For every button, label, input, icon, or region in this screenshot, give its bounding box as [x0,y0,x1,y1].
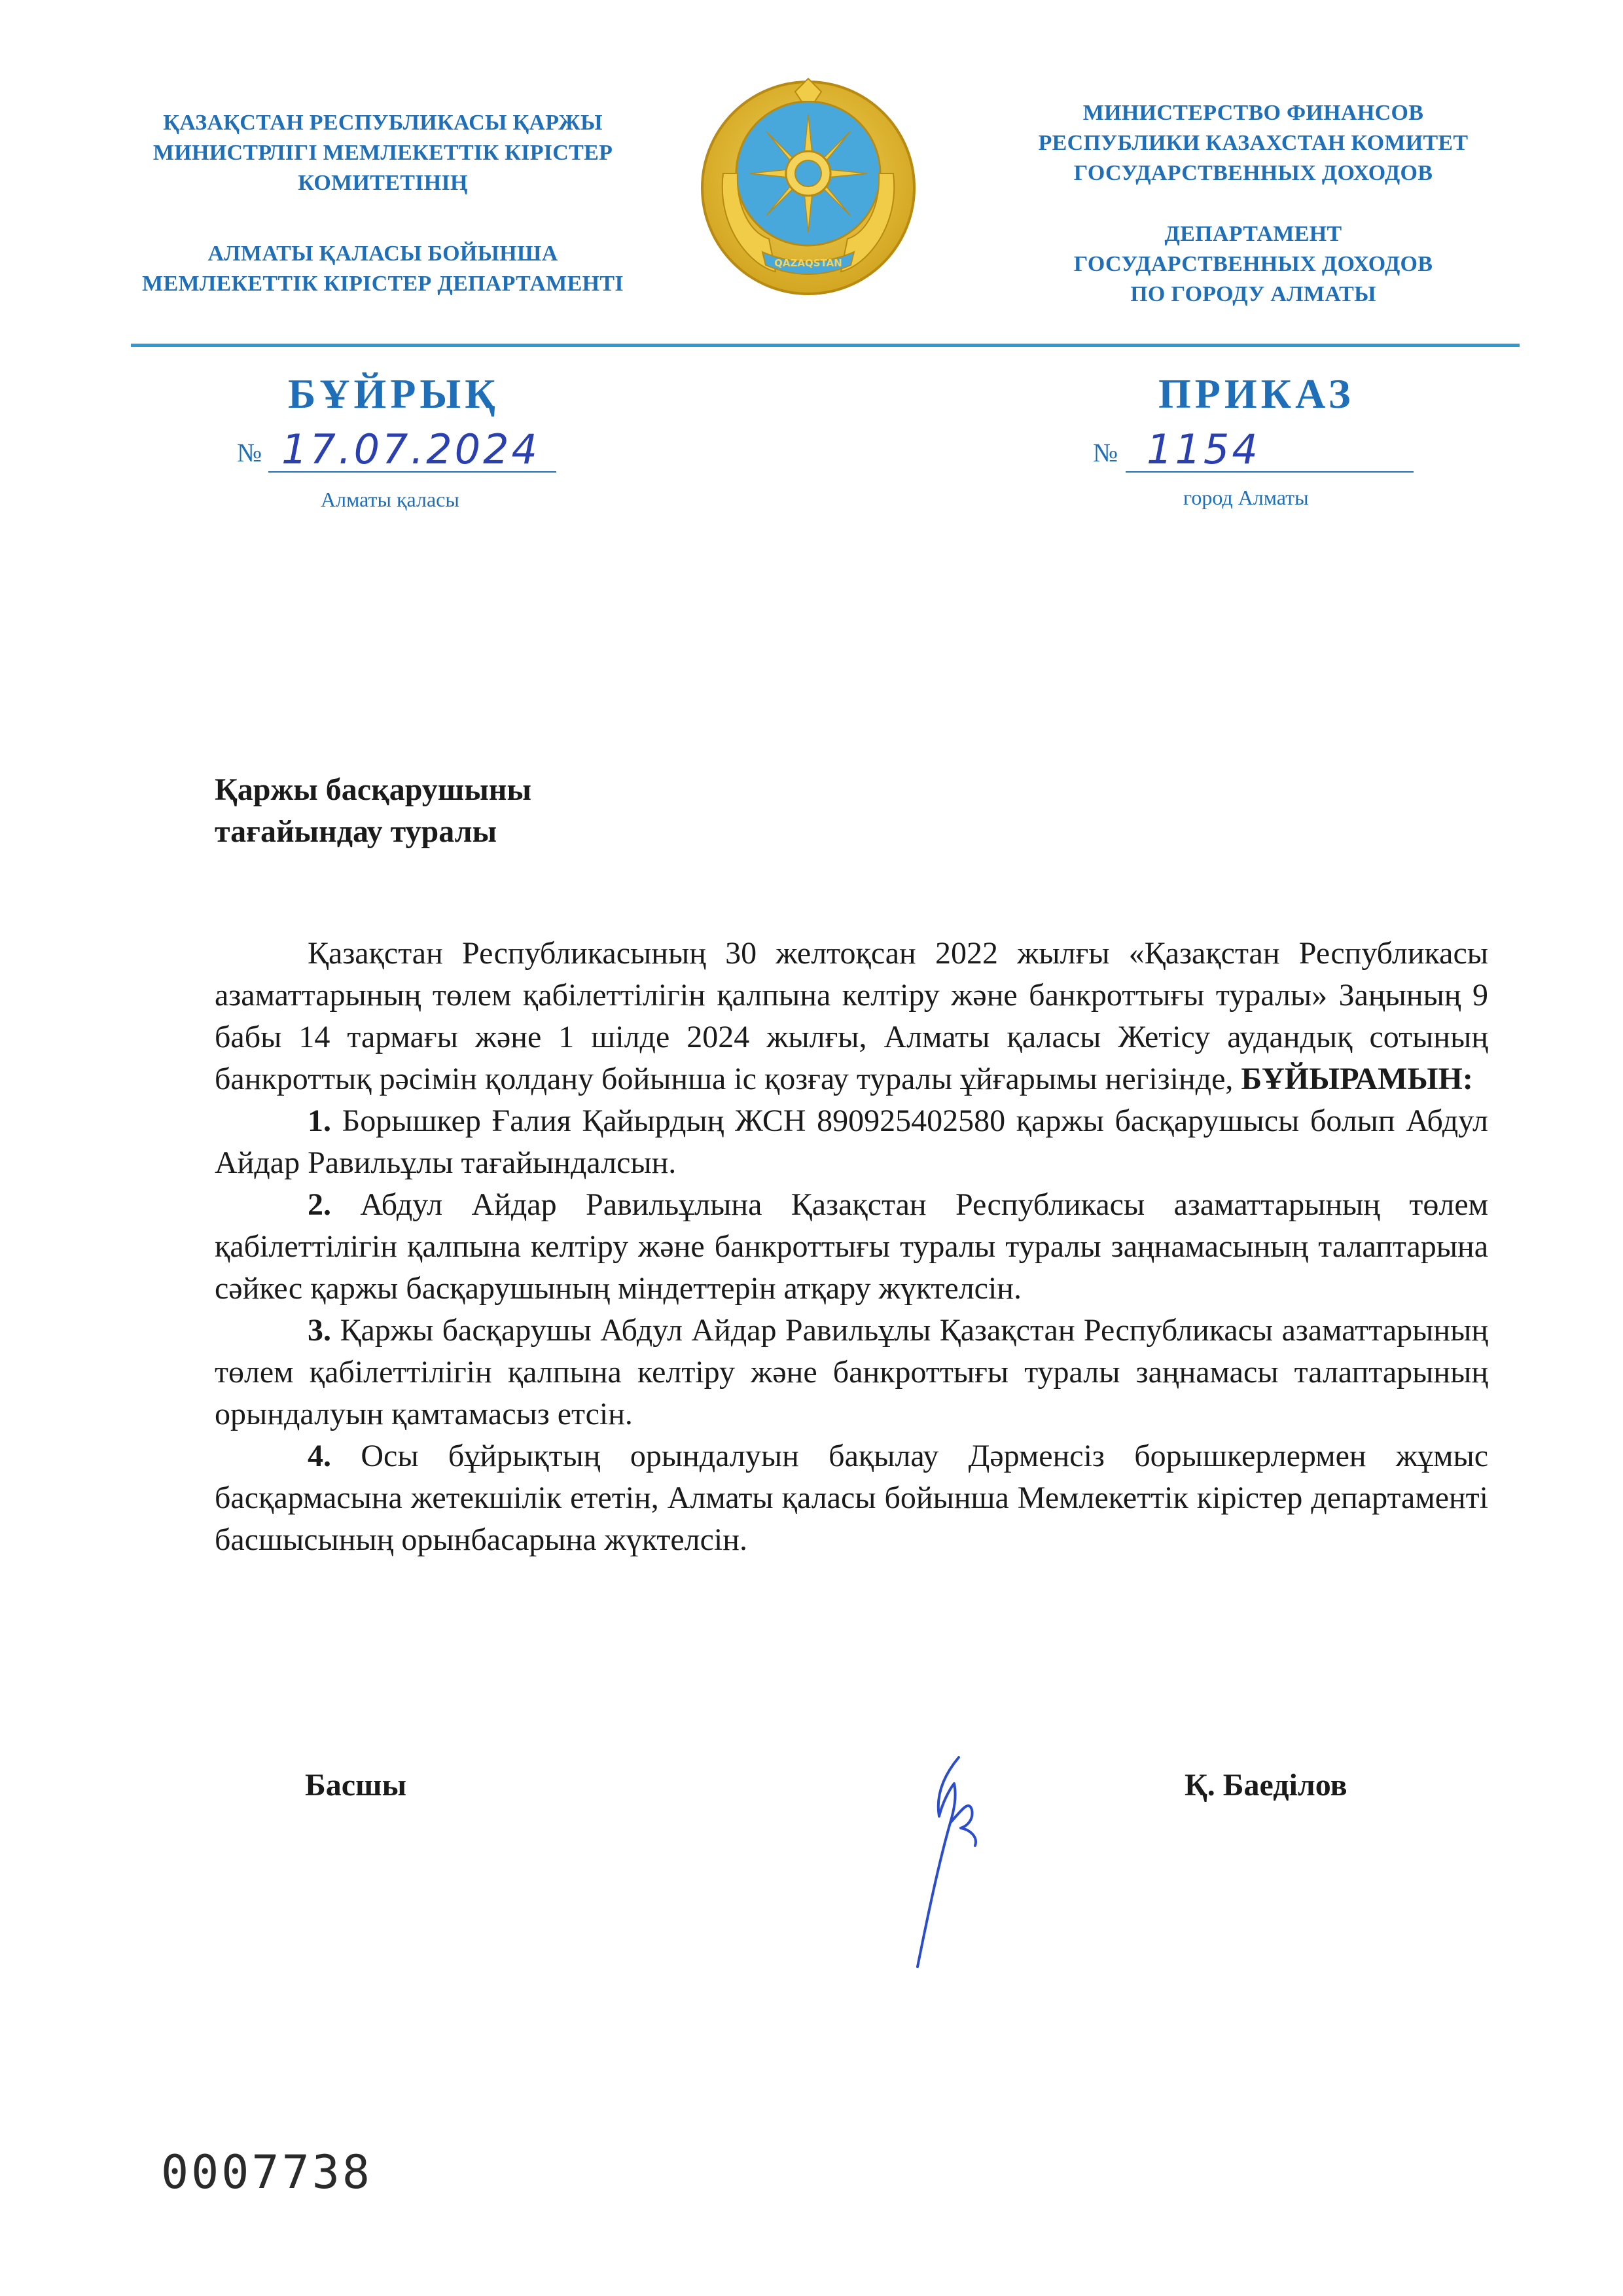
item-text: Осы бұйрықтың орындалуын бақылау Дәрменсіз борышкерлермен жұмыс басқармасына жетекшілік ететін, Алматы қаласы бойынша Мемлекеттік кірістер департаменті басшысының орынбасарына жүктелсін. [215,1439,1488,1557]
header-right-ministry [969,98,1538,188]
header-line: ҚАЗАҚСТАН РЕСПУБЛИКАСЫ ҚАРЖЫ [163,111,603,135]
subject-line: тағайындау туралы [215,814,497,849]
body-intro [215,933,1488,1100]
handwritten-signature-icon [877,1738,1027,1980]
intro-directive: БҰЙЫРАМЫН: [1241,1062,1473,1096]
header-right-department [969,219,1538,310]
header-line: КОМИТЕТІНІҢ [298,171,468,195]
intro-text: Қазақстан Республикасының 30 желтоқсан 2022 жылғы «Қазақстан Республикасы азаматтарының төлем қабілеттілігін қалпына келтіру және банкроттығы туралы» Заңының 9 бабы 14 тармағы және 1 шілде 2024 жылғы, Алматы қаласы Жетісу аудандық сотының банкроттық рәсімін қолдану бойынша іс қозғау туралы ұйғарымы негізінде, [215,936,1488,1096]
handwritten-number: 1154 [1147,425,1260,473]
header-line: ГОСУДАРСТВЕННЫХ ДОХОДОВ [1073,161,1433,185]
number-label-ru: № [1093,438,1118,467]
body-item [215,1184,1488,1310]
header-line: ДЕПАРТАМЕНТ [1164,222,1342,246]
item-number: 2. [308,1187,331,1222]
header-divider [131,344,1520,347]
item-text: Қаржы басқарушы Абдул Айдар Равильұлы Қазақстан Республикасы азаматтарының төлем қабілеттілігін қалпына келтіру және банкроттығы туралы заңнамасы талаптарының орындалуын қамтамасыз етсін. [215,1313,1489,1431]
header-line: АЛМАТЫ ҚАЛАСЫ БОЙЫНША [207,242,558,266]
body-item [215,1310,1488,1435]
order-title-kz: БҰЙРЫҚ [288,370,499,417]
city-ru: город Алматы [1183,486,1309,509]
signer-name: Қ. Баеділов [1185,1768,1347,1803]
item-text: Борышкер Ғалия Қайырдың ЖСН 890925402580 қаржы басқарушысы болып Абдул Айдар Равильұлы тағайындалсын. [215,1103,1488,1180]
state-emblem-icon [697,75,919,301]
serial-number: 0007738 [161,2145,373,2199]
header-left-ministry [98,108,668,198]
header-line: ПО ГОРОДУ АЛМАТЫ [1130,282,1376,306]
header-line: МИНИСТРЛІГІ МЕМЛЕКЕТТІК КІРІСТЕР [152,141,613,165]
order-title-ru: ПРИКАЗ [1158,370,1355,417]
header-line: РЕСПУБЛИКИ КАЗАХСТАН КОМИТЕТ [1038,131,1469,155]
item-number: 3. [308,1313,331,1348]
header-line: МИНИСТЕРСТВО ФИНАНСОВ [1082,101,1424,125]
svg-text:QAZAQSTAN: QAZAQSTAN [774,257,842,269]
header-line: ГОСУДАРСТВЕННЫХ ДОХОДОВ [1073,252,1433,276]
body-item [215,1100,1488,1184]
document-body [215,933,1488,1561]
city-kz: Алматы қаласы [321,488,459,511]
signer-title: Басшы [305,1768,407,1803]
body-item [215,1435,1488,1561]
item-text: Абдул Айдар Равильұлына Қазақстан Республикасы азаматтарының төлем қабілеттілігін қалпына келтіру және банкроттығы туралы туралы заңнамасының талаптарына сәйкес қаржы басқарушының міндеттерін атқару жүктелсін. [215,1187,1489,1306]
item-number: 1. [308,1103,331,1138]
handwritten-date: 17.07.2024 [281,425,540,473]
document-subject [215,769,531,853]
item-number: 4. [308,1439,331,1473]
number-label-kz: № [237,438,262,467]
header-left-department [98,239,668,299]
header-line: МЕМЛЕКЕТТІК КІРІСТЕР ДЕПАРТАМЕНТІ [142,272,624,296]
subject-line: Қаржы басқарушыны [215,772,531,807]
